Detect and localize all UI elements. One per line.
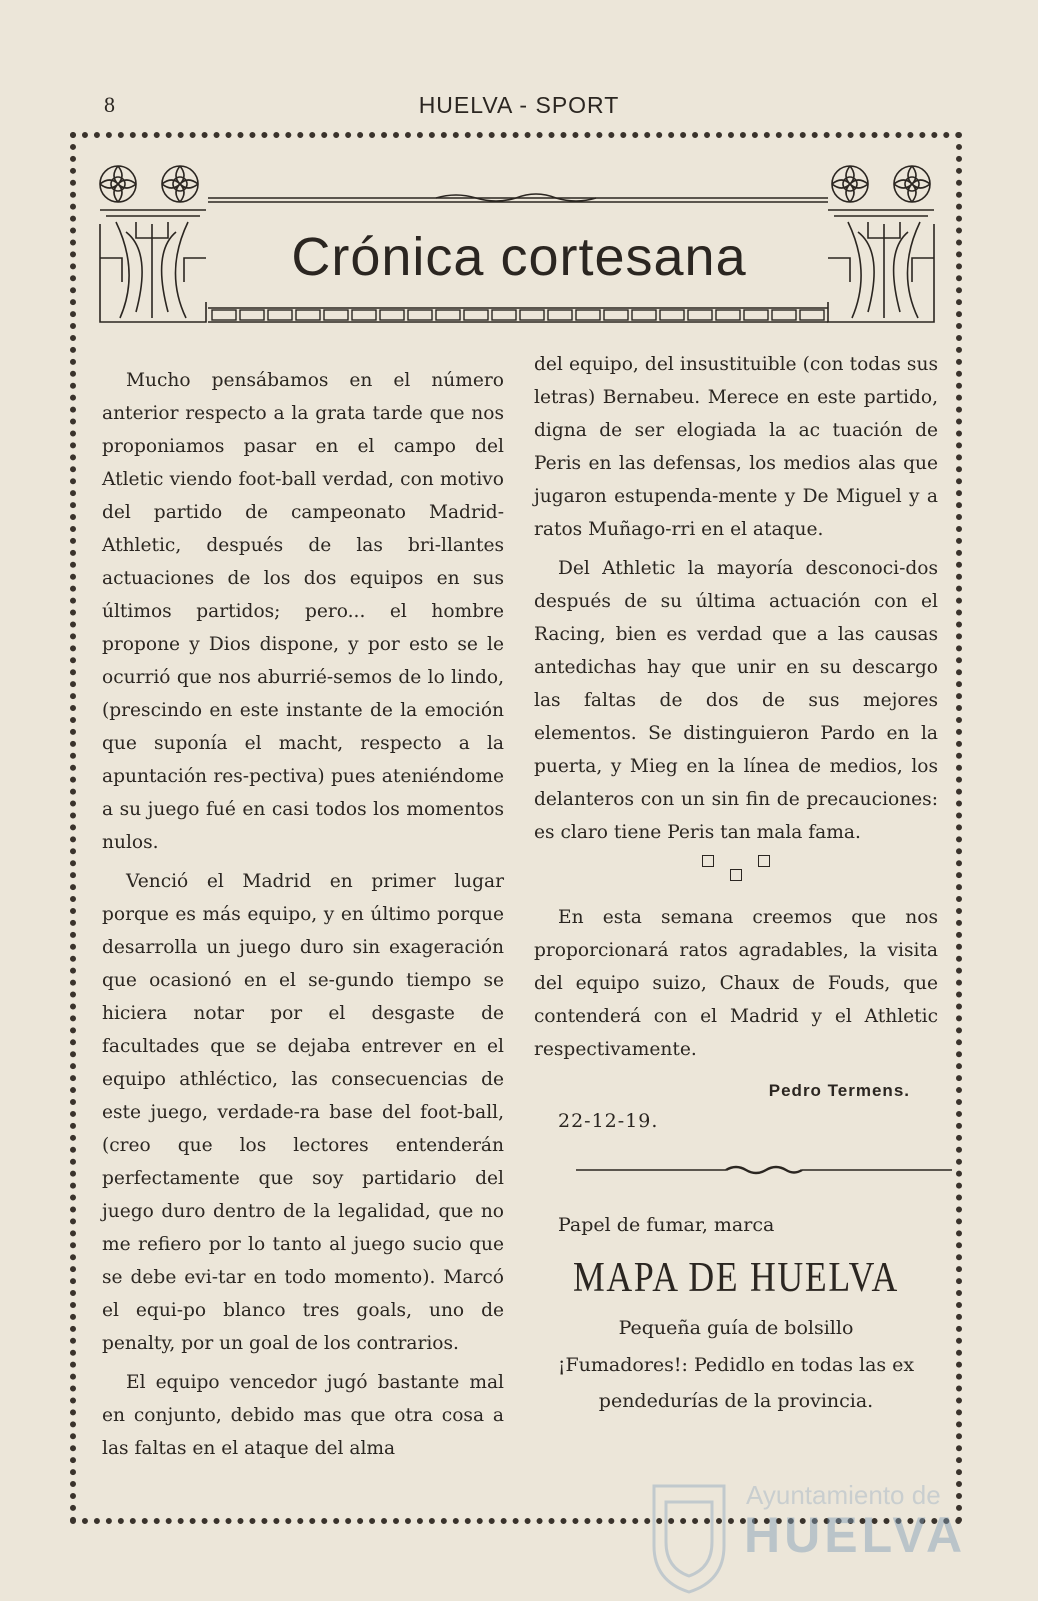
article-date: 22-12-19. (558, 1110, 659, 1132)
right-column (534, 348, 938, 1419)
ornamental-divider (576, 1162, 952, 1178)
paragraph: Mucho pensábamos en el número anterior respecto a la grata tarde que nos proponiamos pasar en el campo del Atletic viendo foot-ball verdad, con motivo del partido de campeonato Madrid-Athletic, después de las bri-llantes actuaciones de los dos equipos en sus últimos partidos; pero... el hombre propone y Dios dispone, y por esto se le ocurrió que nos aburrié-semos de lo lindo, (prescindo en este instante de la emoción que suponía el macht, respecto a la apuntación res-pectiva) pues ateniéndome a su juego fué en casi todos los momentos nulos. (102, 370, 504, 853)
ad-call-to-action: ¡Fumadores!: Pedidlo en todas las ex pendedurías de la provincia. (557, 1354, 915, 1412)
author-signature: Pedro Termens. (768, 1081, 910, 1100)
advertisement (534, 1209, 938, 1419)
archive-watermark (644, 1476, 967, 1600)
left-column (102, 364, 504, 1471)
running-head: HUELVA - SPORT (418, 92, 620, 118)
ad-brand: MAPA DE HUELVA (572, 1255, 900, 1301)
ad-intro: Papel de fumar, marca (558, 1214, 775, 1236)
ad-subtitle: Pequeña guía de bolsillo (618, 1317, 854, 1339)
article-title: Crónica cortesana (291, 227, 747, 287)
city-seal-icon (644, 1476, 734, 1596)
watermark-line2: HUELVA (744, 1507, 967, 1563)
box-separator-ornament (534, 855, 938, 895)
paragraph: Venció el Madrid en primer lugar porque es más equipo, y en último porque desarrolla un juego duro sin exageración que ocasionó en el se-gundo tiempo se hiciera notar por el desgaste de facultades que se dejaba entrever en el equipo athléctico, las consecuencias de este juego, verdade-ra base del foot-ball, (creo que los lectores entenderán perfectamente que soy partidario del juego duro dentro de la legalidad, que no me refiero por lo tanto al juego sucio que se debe evi-tar en todo momento). Marcó el equi-po blanco tres goals, uno de penalty, por un goal de los contrarios. (102, 871, 504, 1354)
page-number: 8 (104, 92, 115, 117)
paragraph: El equipo vencedor jugó bastante mal en conjunto, debido mas que otra cosa a las faltas en el ataque del alma (102, 1372, 504, 1459)
paragraph: Del Athletic la mayoría desconoci-dos después de su última actuación con el Racing, bien es verdad que a las causas antedichas hay que unir en su descargo las faltas de dos de sus mejores elementos. Se distinguieron Pardo en la puerta, y Mieg en la línea de medios, los delanteros con un sin fin de precauciones: es claro tiene Peris tan mala fama. (534, 558, 938, 843)
watermark-line1: Ayuntamiento de (746, 1480, 941, 1510)
paragraph: En esta semana creemos que nos proporcionará ratos agradables, la visita del equipo suizo, Chaux de Fouds, que contenderá con el Madrid y el Athletic respectivamente. (534, 907, 938, 1060)
paragraph: del equipo, del insustituible (con todas sus letras) Bernabeu. Merece en este partido, digna de ser elogiada la ac tuación de Peris en las defensas, los medios alas que jugaron estupenda-mente y De Miguel y a ratos Muñago-rri en el ataque. (534, 354, 938, 540)
